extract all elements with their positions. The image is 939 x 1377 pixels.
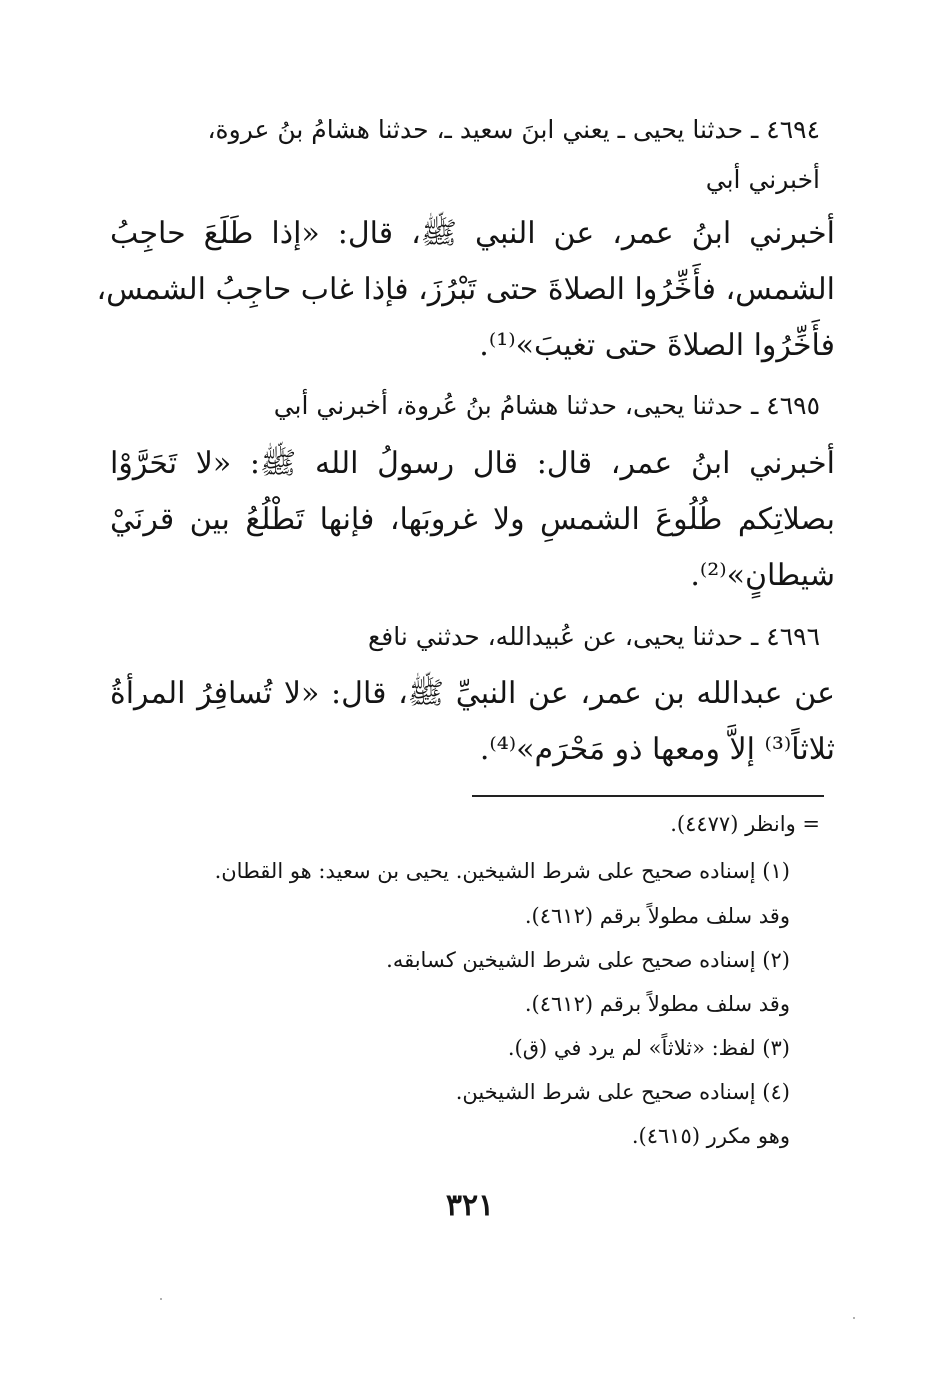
- hadith-4696-text: [110, 666, 835, 778]
- hadith-text-line: أخبرني ابنُ عمر، قال: قال رسولُ الله ﷺ: «لا تَحَرَّوْا: [110, 446, 835, 481]
- hadith-4694-header: [110, 105, 820, 205]
- footnote-separator: [472, 795, 824, 797]
- hadith-text-line: ثلاثاً⁽³⁾ إلاَّ ومعها ذو مَحْرَم»⁽⁴⁾.: [479, 732, 835, 767]
- footnote-line: (١) إسناده صحيح على شرط الشيخين. يحيى بن سعيد: هو القطان.: [214, 859, 790, 883]
- footnote-line: = وانظر (٤٤٧٧).: [670, 812, 820, 836]
- hadith-header-line: أخبرني أبي: [705, 165, 820, 194]
- hadith-4695-header: [110, 381, 820, 431]
- hadith-text-line: فأَخِّرُوا الصلاةَ حتى تغيبَ»⁽¹⁾.: [479, 328, 835, 363]
- footnote-line: وهو مكرر (٤٦١٥).: [631, 1124, 790, 1148]
- hadith-4696-header: [110, 612, 820, 662]
- footnote-line: (٢) إسناده صحيح على شرط الشيخين كسابقه.: [386, 948, 790, 972]
- hadith-text-line: الشمس، فأَخِّرُوا الصلاةَ حتى تَبْرُزَ، فإذا غاب حاجِبُ الشمس،: [96, 272, 835, 307]
- footnote-line: (٤) إسناده صحيح على شرط الشيخين.: [455, 1080, 790, 1104]
- hadith-header-line: ٤٦٩٦ ـ حدثنا يحيى، عن عُبيدالله، حدثني نافع: [367, 622, 820, 651]
- hadith-4694-text: [96, 206, 835, 374]
- footnote-line: وقد سلف مطولاً برقم (٤٦١٢).: [524, 992, 790, 1016]
- footnotes: [120, 812, 820, 1172]
- footnote-line: وقد سلف مطولاً برقم (٤٦١٢).: [524, 904, 790, 928]
- hadith-text-line: عن عبدالله بن عمر، عن النبيِّ ﷺ، قال: «لا تُسافِرُ المرأةُ: [110, 676, 835, 711]
- scan-speck: [160, 1298, 162, 1300]
- hadith-text-line: شيطانٍ»⁽²⁾.: [690, 558, 835, 593]
- hadith-text-line: أخبرني ابنُ عمر، عن النبي ﷺ، قال: «إذا طَلَعَ حاجِبُ: [110, 216, 835, 251]
- footnote-line: (٣) لفظ: «ثلاثاً» لم يرد في (ق).: [507, 1036, 790, 1060]
- scan-speck: [853, 1317, 855, 1319]
- hadith-text-line: بصلاتِكم طُلُوعَ الشمسِ ولا غروبَها، فإنها تَطْلُعُ بين قرنَيْ: [110, 502, 835, 537]
- hadith-4695-text: [110, 436, 835, 604]
- page-number: ٣٢١: [445, 1188, 495, 1223]
- hadith-header-line: ٤٦٩٤ ـ حدثنا يحيى ـ يعني ابنَ سعيد ـ، حدثنا هشامُ بنُ عروة،: [207, 115, 820, 144]
- hadith-header-line: ٤٦٩٥ ـ حدثنا يحيى، حدثنا هشامُ بنُ عُروة، أخبرني أبي: [273, 391, 820, 420]
